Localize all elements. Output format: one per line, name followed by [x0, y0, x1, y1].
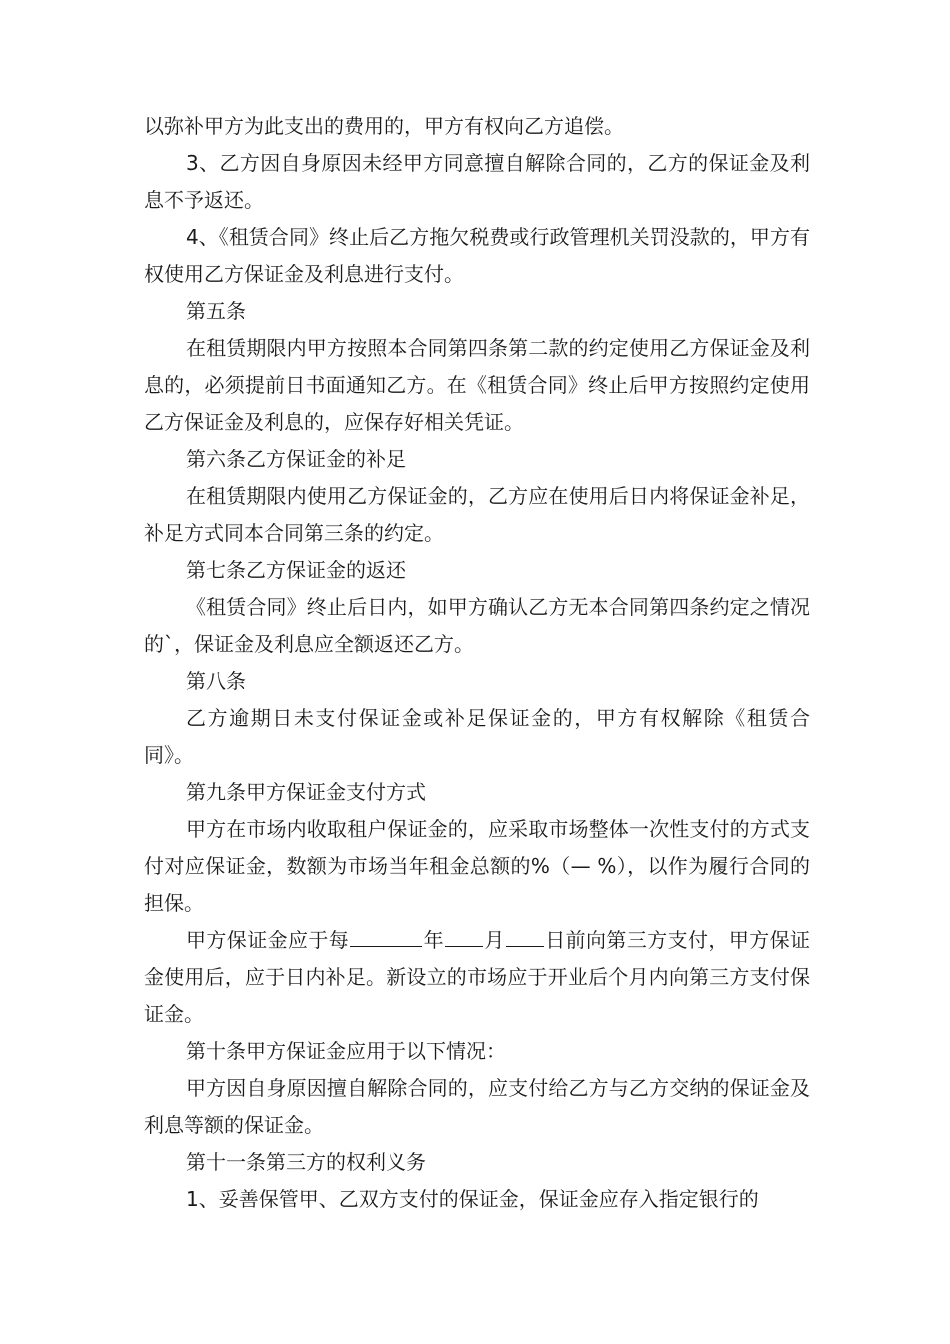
article-9-body: 甲方在市场内收取租户保证金的，应采取市场整体一次性支付的方式支付对应保证金，数额为市场当年租金总额的%（— %），以作为履行合同的担保。 — [144, 817, 810, 915]
document-page — [144, 108, 810, 1218]
article-9-heading: 第九条甲方保证金支付方式 — [186, 780, 426, 804]
article-10-body: 甲方因自身原因擅自解除合同的，应支付给乙方与乙方交纳的保证金及利息等额的保证金。 — [144, 1076, 810, 1137]
article-7-heading: 第七条乙方保证金的返还 — [186, 558, 406, 582]
article-9-payment-schedule — [144, 922, 810, 1033]
article-6-heading: 第六条乙方保证金的补足 — [186, 447, 406, 471]
article-6-body: 在租赁期限内使用乙方保证金的，乙方应在使用后日内将保证金补足，补足方式同本合同第三条的约定。 — [144, 484, 810, 545]
payment-text-part1: 甲方保证金应于每 — [186, 928, 350, 952]
month-blank-line — [445, 945, 483, 947]
payment-text-year: 年 — [423, 928, 445, 952]
payment-text-month: 月 — [484, 928, 505, 952]
payment-text-part4: 日前向第三方支付，甲方保证金使用后，应于日内补足。新设立的市场应于开业后个月内向第三方支付保证金。 — [144, 928, 811, 1026]
article-8-heading: 第八条 — [186, 669, 246, 693]
paragraph-continuation: 以弥补甲方为此支出的费用的，甲方有权向乙方追偿。 — [144, 114, 624, 138]
article-5-heading: 第五条 — [186, 299, 246, 323]
clause-item-3: 3、乙方因自身原因未经甲方同意擅自解除合同的，乙方的保证金及利息不予返还。 — [144, 151, 810, 212]
article-8-body: 乙方逾期日未支付保证金或补足保证金的，甲方有权解除《租赁合同》。 — [144, 706, 810, 767]
article-10-heading: 第十条甲方保证金应用于以下情况： — [186, 1039, 506, 1063]
article-11-heading: 第十一条第三方的权利义务 — [186, 1150, 426, 1174]
day-blank-line — [506, 945, 544, 947]
clause-item-4: 4、《租赁合同》终止后乙方拖欠税费或行政管理机关罚没款的，甲方有权使用乙方保证金及利息进行支付。 — [144, 225, 810, 286]
article-7-body: 《租赁合同》终止后日内，如甲方确认乙方无本合同第四条约定之情况的`，保证金及利息应全额返还乙方。 — [144, 595, 810, 656]
article-5-body: 在租赁期限内甲方按照本合同第四条第二款的约定使用乙方保证金及利息的，必须提前日书面通知乙方。在《租赁合同》终止后甲方按照约定使用乙方保证金及利息的，应保存好相关凭证。 — [144, 336, 810, 434]
article-11-item-1: 1、妥善保管甲、乙双方支付的保证金，保证金应存入指定银行的 — [186, 1187, 759, 1211]
year-blank-line — [350, 945, 422, 947]
